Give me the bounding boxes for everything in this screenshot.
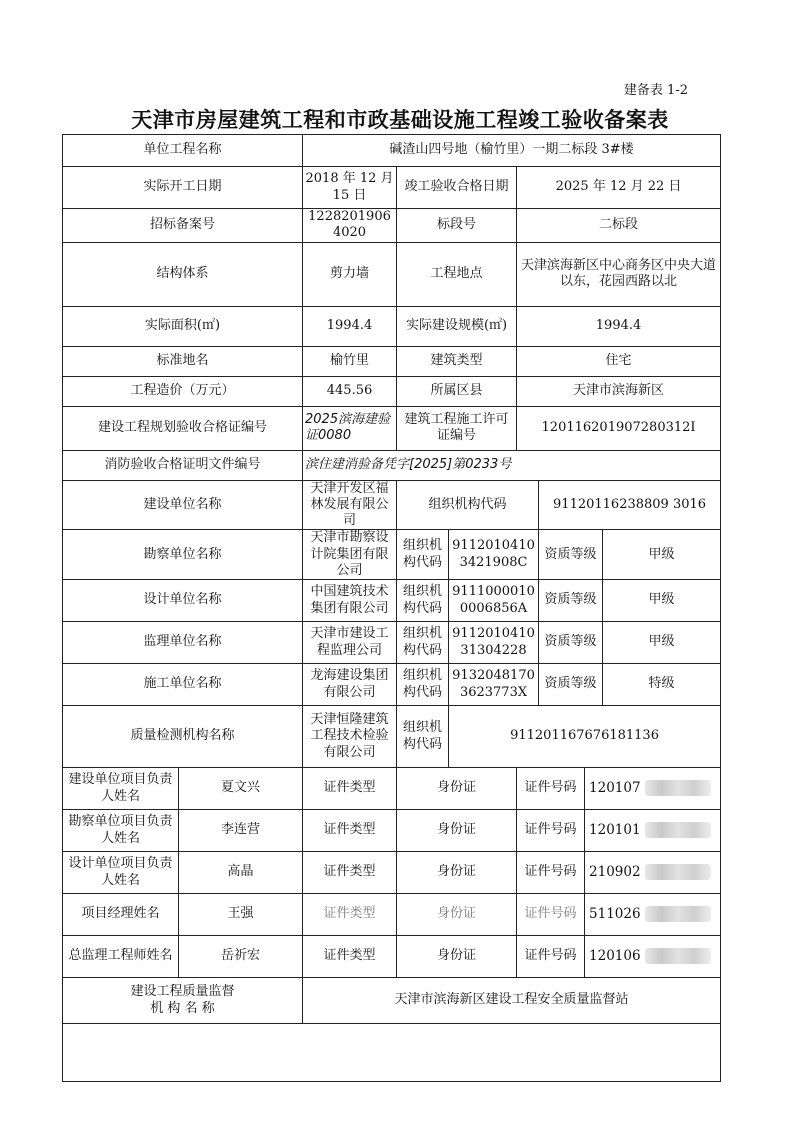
cert-type-label: 证件类型 [303,768,397,810]
row-tender [63,209,721,243]
row-blank [63,1024,721,1082]
cert-type-label: 证件类型 [303,852,397,894]
org-code-value: 91120116238809 3016 [539,480,721,530]
location-value: 天津滨海新区中心商务区中央大道以东，花园西路以北 [517,242,721,306]
cost-value: 445.56 [303,376,397,406]
row-person-design [63,852,721,894]
org-code-label: 组织机构代码 [397,480,539,530]
id-prefix: 120101 [589,821,641,838]
cost-label: 工程造价（万元） [63,376,303,406]
cert-type-label: 证件类型 [303,936,397,978]
place-name-label: 标准地名 [63,346,303,376]
structure-value: 剪力墙 [303,242,397,306]
district-value: 天津市滨海新区 [517,376,721,406]
cert-type-label: 证件类型 [303,894,397,936]
blank-cell [63,1024,721,1082]
cert-no-label: 证件号码 [517,936,585,978]
org-code-label: 组织机构代码 [397,530,449,580]
person-role: 勘察单位项目负责人姓名 [63,810,179,852]
person-name: 李连营 [179,810,303,852]
scale-label: 实际建设规模(㎡) [397,306,517,346]
row-person-survey [63,810,721,852]
cert-no-label: 证件号码 [517,852,585,894]
row-cost [63,376,721,406]
fire-cert-label: 消防验收合格证明文件编号 [63,450,303,480]
area-value: 1994.4 [303,306,397,346]
person-name: 高晶 [179,852,303,894]
acceptance-date-value: 2025 年 12 月 22 日 [517,167,721,209]
row-quality-supervision [63,978,721,1024]
supervision-label-line2: 机 构 名 称 [150,1000,215,1016]
org-code-label: 组织机构代码 [397,580,449,622]
redaction-blur [645,822,711,838]
cert-no-value [585,852,721,894]
unit-label: 勘察单位名称 [63,530,303,580]
cert-no-label: 证件号码 [517,768,585,810]
start-date-label: 实际开工日期 [63,167,303,209]
supervision-value: 天津市滨海新区建设工程安全质量监督站 [303,978,721,1024]
row-unit-testing [63,706,721,768]
tender-no-label: 招标备案号 [63,209,303,243]
redaction-blur [645,864,711,880]
acceptance-date-label: 竣工验收合格日期 [397,167,517,209]
construction-permit-label: 建筑工程施工许可证编号 [397,406,517,450]
planning-cert-line2: 证0080 [305,428,352,443]
tender-no-value: 12282019064020 [303,209,397,243]
scale-value: 1994.4 [517,306,721,346]
org-code-value: 911201041031304228 [449,622,539,664]
unit-label: 监理单位名称 [63,622,303,664]
area-label: 实际面积(㎡) [63,306,303,346]
row-unit-design [63,580,721,622]
supervision-label [63,978,303,1024]
org-code-label: 组织机构代码 [397,706,449,768]
unit-label: 施工单位名称 [63,664,303,706]
person-name: 王强 [179,894,303,936]
org-code-value: 91320481703623773X [449,664,539,706]
fire-cert-value: 滨住建消验备凭字[2025]第0233号 [303,450,721,480]
qualification-label: 资质等级 [539,622,603,664]
org-code-label: 组织机构代码 [397,664,449,706]
unit-name: 天津开发区福林发展有限公司 [303,480,397,530]
redaction-blur [645,906,711,922]
row-unit-project [63,135,721,167]
unit-name: 天津市建设工程监理公司 [303,622,397,664]
qualification-label: 资质等级 [539,580,603,622]
cert-type-value: 身份证 [397,894,517,936]
unit-project-value: 碱渣山四号地（榆竹里）一期二标段 3#楼 [303,135,721,167]
building-type-label: 建筑类型 [397,346,517,376]
row-planning [63,406,721,450]
unit-label: 建设单位名称 [63,480,303,530]
row-structure [63,242,721,306]
cert-no-label: 证件号码 [517,894,585,936]
row-place [63,346,721,376]
row-unit-supervision [63,622,721,664]
supervision-label-line1: 建设工程质量监督 [130,984,235,1000]
unit-label: 质量检测机构名称 [63,706,303,768]
cert-type-value: 身份证 [397,852,517,894]
id-prefix: 210902 [589,863,641,880]
person-role: 总监理工程师姓名 [63,936,179,978]
cert-type-value: 身份证 [397,768,517,810]
qualification-value: 甲级 [603,580,721,622]
cert-type-label: 证件类型 [303,810,397,852]
redaction-blur [645,948,711,964]
unit-label: 设计单位名称 [63,580,303,622]
id-prefix: 511026 [589,905,641,922]
construction-permit-value: 120116201907280312I [517,406,721,450]
id-prefix: 120107 [589,779,641,796]
cert-no-label: 证件号码 [517,810,585,852]
org-code-value: 91120104103421908C [449,530,539,580]
row-fire [63,450,721,480]
org-code-value: 911201167676181136 [449,706,721,768]
row-person-owner [63,768,721,810]
unit-name: 天津恒隆建筑工程技术检验有限公司 [303,706,397,768]
qualification-label: 资质等级 [539,530,603,580]
qualification-value: 甲级 [603,622,721,664]
page-title: 天津市房屋建筑工程和市政基础设施工程竣工验收备案表 [131,108,669,132]
section-no-value: 二标段 [517,209,721,243]
section-no-label: 标段号 [397,209,517,243]
person-role: 建设单位项目负责人姓名 [63,768,179,810]
org-code-value: 91110000100006856A [449,580,539,622]
row-area [63,306,721,346]
person-name: 夏文兴 [179,768,303,810]
cert-no-value [585,810,721,852]
redaction-blur [645,780,711,796]
cert-no-value [585,768,721,810]
cert-type-value: 身份证 [397,810,517,852]
planning-cert-value [303,406,397,450]
row-person-pm [63,894,721,936]
qualification-value: 甲级 [603,530,721,580]
structure-label: 结构体系 [63,242,303,306]
place-name-value: 榆竹里 [303,346,397,376]
org-code-label: 组织机构代码 [397,622,449,664]
start-date-value: 2018 年 12 月 15 日 [303,167,397,209]
row-person-chief-supervisor [63,936,721,978]
unit-name: 中国建筑技术集团有限公司 [303,580,397,622]
qualification-value: 特级 [603,664,721,706]
person-role: 设计单位项目负责人姓名 [63,852,179,894]
unit-project-label: 单位工程名称 [63,135,303,167]
planning-cert-line1: 2025滨海建验 [305,411,391,427]
qualification-label: 资质等级 [539,664,603,706]
unit-name: 天津市勘察设计院集团有限公司 [303,530,397,580]
row-dates [63,167,721,209]
cert-no-value [585,894,721,936]
id-prefix: 120106 [589,947,641,964]
location-label: 工程地点 [397,242,517,306]
row-unit-survey [63,530,721,580]
building-type-value: 住宅 [517,346,721,376]
form-code: 建备表 1-2 [623,83,688,98]
planning-cert-label: 建设工程规划验收合格证编号 [63,406,303,450]
person-name: 岳祈宏 [179,936,303,978]
person-role: 项目经理姓名 [63,894,179,936]
unit-name: 龙海建设集团有限公司 [303,664,397,706]
cert-type-value: 身份证 [397,936,517,978]
row-unit-construction-owner [63,480,721,530]
record-table [62,134,721,1082]
district-label: 所属区县 [397,376,517,406]
row-unit-contractor [63,664,721,706]
cert-no-value [585,936,721,978]
